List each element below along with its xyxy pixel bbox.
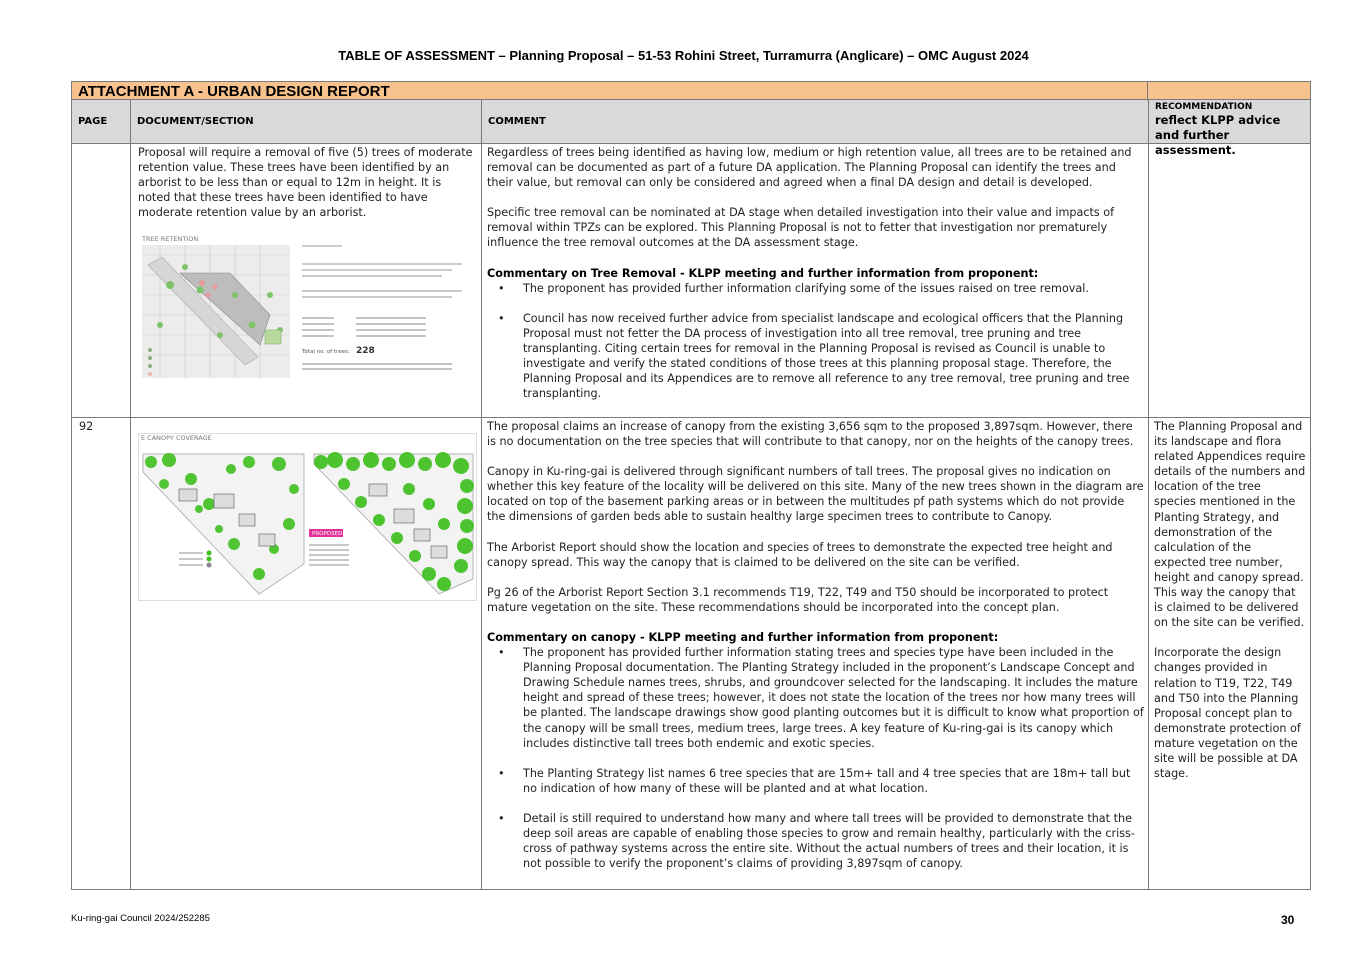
comment-paragraph: Canopy in Ku-ring-gai is delivered through significant numbers of tall trees. The proposal gives no indication on whether this key feature of the locality will be delivered on this site. Many of the new trees shown in the diagram are located on top of the basement parking areas or in between the multitudes pf path systems which do not provide the dimensions of garden beds able to sustain healthy large specimen trees to contribute to Canopy. [487,465,1144,524]
recommendation-paragraph: The Planning Proposal and its landscape and flora related Appendices require details of the numbers and location of the tree species mentioned in the Planting Strategy, and demonstration of the calculation of the expected tree number, height and canopy spread. This way the canopy that is claimed to be delivered on the site can be verified. [1154,420,1306,630]
comment-bullet: • The Planting Strategy list names 6 tree species that are 15m+ tall and 4 tree species that are 18m+ tall but no indication of how many of these will be planted and at what location. [487,766,1145,796]
canopy-coverage-figure [138,433,477,601]
comment-heading: Commentary on Tree Removal - KLPP meeting and further information from proponent: [487,266,1039,280]
comment-heading: Commentary on canopy - KLPP meeting and further information from proponent: [487,630,999,644]
tree-retention-plan [140,235,472,380]
total-trees-label: Total no. of trees: [302,349,350,355]
header-cell-comment [482,100,1149,143]
comment-bullet: • Council has now received further advice from specialist landscape and ecological officers that the Planning Proposal must not fetter the DA process of investigation into all tree removal, tree pruning and tree transplanting. Citing certain trees for removal in the Planning Proposal is revised as Council is unable to investigate and verify the stated conditions of those trees at this planning proposal stage. Therefore, the Planning Proposal and its Appendices are to remove all reference to any tree removal, tree pruning and tree transplanting. [487,311,1145,402]
column-divider [130,418,131,889]
header-page-label: PAGE [78,116,108,127]
comment-cell [487,419,1145,871]
column-divider [481,144,482,417]
comment-bullet-list [487,281,1145,402]
table-row [71,418,1311,890]
comment-bullet: • Detail is still required to understand how many and where tall trees will be provided to demonstrate that the deep soil areas are capable of enabling those species to grow and remain healthy, particularly with the criss-cross of pathway systems across the entire site. Without the actual numbers of trees and their location, it is not possible to verify the proponent’s claims of providing 3,897sqm of canopy. [487,811,1145,871]
total-trees-value: 228 [356,346,375,356]
figure-caption: TREE RETENTION [142,235,199,243]
footer-reference: Ku-ring-gai Council 2024/252285 [71,913,210,924]
comment-paragraph: The Arborist Report should show the location and species of trees to demonstrate the expected tree height and canopy spread. This way the canopy that is claimed to be delivered on the site can be verified. [487,540,1113,569]
attachment-title: ATTACHMENT A - URBAN DESIGN REPORT [78,83,390,100]
assessment-table [71,81,1311,890]
comment-bullet: • The proponent has provided further information clarifying some of the issues raised on tree removal. [487,281,1145,296]
tree-retention-figure [140,235,472,380]
page-number-cell: 92 [79,420,94,433]
column-divider [1148,144,1149,417]
recommendation-cell [1154,419,1306,781]
comment-cell [487,145,1145,401]
table-row [71,144,1311,418]
document-title: TABLE OF ASSESSMENT – Planning Proposal – 51-53 Rohini Street, Turramurra (Anglicare) – OMC August 2024 [338,48,1029,63]
figure-caption: E CANOPY COVERAGE [141,434,212,442]
comment-paragraph: Specific tree removal can be nominated at DA stage when detailed investigation into their value and impacts of removal within TPZs can be explored. This Planning Proposal is not to fetter that investigation nor prematurely influence the tree removal outcomes at the DA assessment stage. [487,206,1115,250]
canopy-coverage-plans [139,434,476,600]
table-header-row [71,100,1311,157]
comment-bullet-list [487,645,1145,871]
comment-paragraph: Pg 26 of the Arborist Report Section 3.1 recommends T19, T22, T49 and T50 should be incorporated to protect mature vegetation on the site. These recommendations should be incorporated into the concept plan. [487,585,1109,614]
recommendation-paragraph: Incorporate the design changes provided in relation to T19, T22, T49 and T50 into the Planning Proposal concept plan to demonstrate protection of mature vegetation on the site will be possible at DA stage. [1154,646,1301,781]
header-cell-document-section [131,100,482,143]
document-section-text: Proposal will require a removal of five (5) trees of moderate retention value. These trees have been identified by an arborist to be less than or equal to 12m in height. It is noted that these trees have been identified to have moderate retention value by an arborist. [138,146,473,220]
header-cell-page [72,100,131,143]
proposed-tag-label: PROPOSED [312,531,343,537]
comment-paragraph: Regardless of trees being identified as having low, medium or high retention value, all trees are to be retained and removal can be documented as part of a future DA application. The Planning Proposal can identify the trees and their value, but removal can only be considered and agreed when a final DA design and detail is developed. [487,146,1132,190]
column-divider [1148,418,1149,889]
comment-paragraph: The proposal claims an increase of canopy from the existing 3,656 sqm to the proposed 3,897sqm. However, there is no documentation on the tree species that will contribute to that canopy, nor on the heights of the canopy trees. [487,420,1134,449]
header-document-section-label: DOCUMENT/SECTION [137,116,254,127]
attachment-divider [1147,82,1148,101]
attachment-header-bar [71,81,1311,100]
column-divider [130,144,131,417]
column-divider [481,418,482,889]
header-comment-label: COMMENT [488,116,546,127]
footer-page-number: 30 [1281,913,1295,927]
comment-bullet: • The proponent has provided further information stating trees and species type have been included in the Planning Proposal documentation. The Planting Strategy included in the proponent’s Landscape Concept and Drawing Schedule names trees, shrubs, and groundcover selected for the landscaping. It includes the mature height and spread of these trees; however, it does not state the location of the trees nor how many trees will be planted. The landscape drawings show good planting outcomes but it is difficult to know what proportion of the canopy will be small trees, medium trees, large trees. A key feature of Ku-ring-gai is its canopy which includes distinctive tall trees both endemic and exotic species. [487,645,1145,751]
header-recommendation-note: reflect KLPP advice and further assessment. [1155,113,1281,157]
header-recommendation-label: RECOMMENDATION [1155,102,1253,112]
